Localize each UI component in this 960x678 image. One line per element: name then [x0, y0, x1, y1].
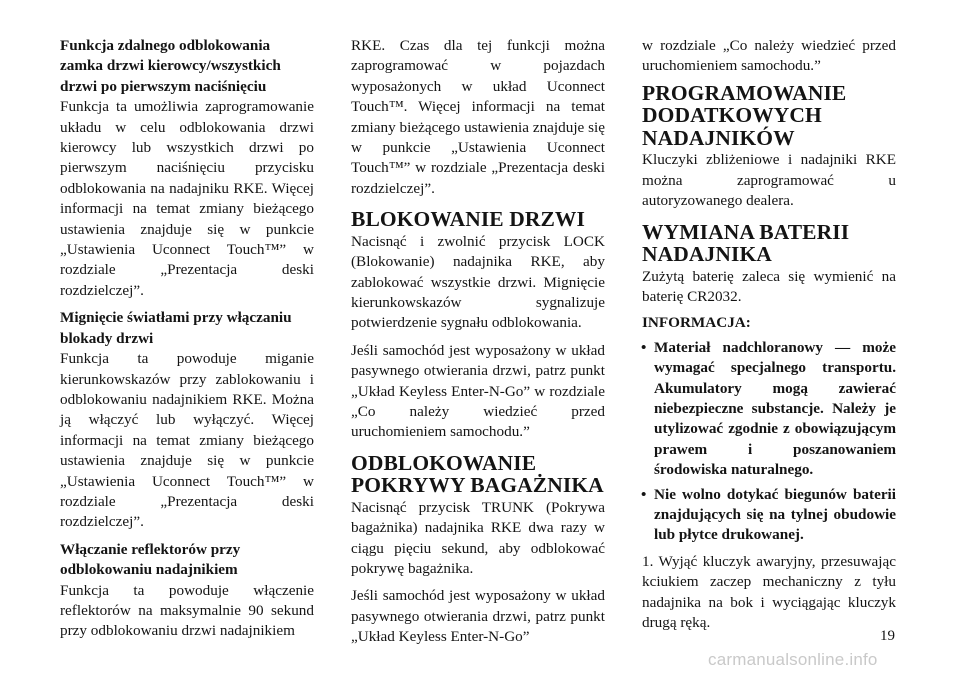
paragraph-battery-type: Zużytą baterię zaleca się wymienić na baterię CR2032.: [642, 267, 896, 305]
page-number: 19: [880, 628, 895, 644]
watermark: carmanualsonline.info: [708, 650, 878, 669]
heading-programming-transmitters: PROGRAMOWANIE DODATKOWYCH NADAJNIKÓW: [642, 80, 847, 150]
bullet-text: Materiał nadchloranowy — może wymagać specjalnego transportu. Akumulatory mogą zawierać niebezpieczne substancje. Należy je utylizować zgodnie z obowiązującym prawem i poszanowaniem środowiska naturalnego.: [654, 338, 896, 479]
paragraph-continuation: w rozdziale „Co należy wiedzieć przed uruchomieniem samochodu.”: [642, 37, 896, 75]
numbered-step-1: 1. Wyjąć kluczyk awaryjny, przesuwając kciukiem zaczep mechaniczny z tyłu nadajnika na bok i wyciągając kluczyk drugą ręką.: [642, 552, 896, 632]
bullet-item-terminals: [642, 485, 896, 546]
note-label: INFORMACJA:: [642, 314, 751, 332]
bullet-icon: •: [641, 338, 647, 356]
heading-trunk-unlock: ODBLOKOWANIE POKRYWY BAGAŻNIKA: [351, 450, 604, 498]
heading-door-locking: BLOKOWANIE DRZWI: [351, 207, 585, 232]
paragraph-door-locking: Nacisnąć i zwolnić przycisk LOCK (Blokowanie) nadajnika RKE, aby zablokować wszystkie drzwi. Mignięcie kierunkowskazów sygnalizuje potwierdzenie sygnału odblokowania.: [351, 232, 605, 332]
paragraph-continuation: RKE. Czas dla tej funkcji można zaprogramować w pojazdach wyposażonych w układ Uconnect Touch™. Więcej informacji na temat zmiany bieżącego ustawienia znajduje się w punkcie „Ustawienia Uconnect Touch™” w rozdziale „Prezentacja deski rozdzielczej”.: [351, 37, 605, 197]
paragraph-headlights-on-unlock: Funkcja ta powoduje włączenie reflektorów na maksymalnie 90 sekund przy odblokowaniu drzwi nadajnikiem: [60, 581, 314, 640]
subheading-remote-unlock: Funkcja zdalnego odblokowania zamka drzwi kierowcy/wszystkich drzwi po pierwszym naciśnięciu: [60, 37, 281, 95]
bullet-text: Nie wolno dotykać biegunów baterii znajdujących się na tylnej obudowie lub płytce drukowanej.: [654, 485, 896, 544]
subheading-flash-lights: Mignięcie światłami przy włączaniu blokady drzwi: [60, 309, 292, 347]
paragraph-keyless-note-2: Jeśli samochód jest wyposażony w układ pasywnego otwierania drzwi, patrz punkt „Układ Keyless Enter-N-Go”: [351, 587, 605, 646]
bullet-item-perchlorate: [642, 338, 896, 481]
column-middle: [351, 36, 605, 648]
paragraph-keyless-note: Jeśli samochód jest wyposażony w układ pasywnego otwierania drzwi, patrz punkt „Układ Keyless Enter-N-Go” w rozdziale „Co należy wiedzieć przed uruchomieniem samochodu.”: [351, 341, 605, 441]
paragraph-trunk-unlock: Nacisnąć przycisk TRUNK (Pokrywa bagażnika) nadajnika RKE dwa razy w ciągu pięciu sekund, aby odblokować pokrywę bagażnika.: [351, 498, 605, 578]
paragraph-programming-transmitters: Kluczyki zbliżeniowe i nadajniki RKE można zaprogramować u autoryzowanego dealera.: [642, 151, 896, 210]
subheading-headlights-on-unlock: Włączanie reflektorów przy odblokowaniu nadajnikiem: [60, 540, 241, 579]
column-left: [60, 36, 314, 642]
column-right: [642, 36, 896, 633]
heading-battery-replacement: WYMIANA BATERII NADAJNIKA: [642, 219, 850, 267]
bullet-icon: •: [641, 485, 647, 503]
paragraph-flash-lights: Funkcja ta powoduje miganie kierunkowskazów przy zablokowaniu i odblokowaniu nadajnikiem RKE. Można ją włączyć lub wyłączyć. Więcej informacji na temat zmiany bieżącego ustawienia znajduje się w punkcie „Ustawienia Uconnect Touch™” w rozdziale „Prezentacja deski rozdzielczej”.: [60, 350, 314, 531]
paragraph-remote-unlock: Funkcja ta umożliwia zaprogramowanie układu w celu odblokowania drzwi kierowcy lub wszystkich drzwi po pierwszym naciśnięciu przycisku odblokowania na nadajniku RKE. Więcej informacji na temat zmiany bieżącego ustawienia znajduje się w punkcie „Ustawienia Uconnect Touch™” w rozdziale „Prezentacja deski rozdzielczej”.: [60, 98, 314, 299]
